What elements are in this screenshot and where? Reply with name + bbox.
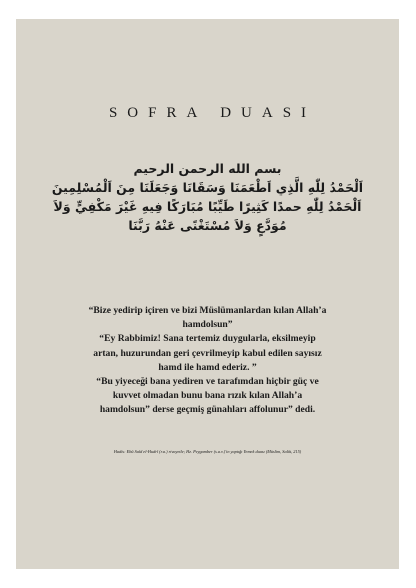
arabic-line: مُوَدَّعٍ وَلاَ مُسْتَغْنًى عَنْهُ رَبَّنَا <box>128 218 287 233</box>
translation-line: “Ey Rabbimiz! Sana tertemiz duygularla, eksilmeyip <box>99 333 316 345</box>
arabic-line: اَلْحَمْدُ لِلّٰهِ حمدًا كَثِيرًا طَيِّبًا مُبَارَكًا فِيهِ غَيْرَ مَكْفِيٍّ وَلاَ <box>53 199 362 214</box>
arabic-line-basmala: بسم الله الرحمن الرحيم <box>133 161 282 176</box>
arabic-prayer <box>34 159 381 235</box>
translation-line: hamdolsun” <box>182 319 233 331</box>
translation-line: “Bu yiyeceği bana yediren ve tarafımdan hiçbir güç ve <box>96 376 319 388</box>
translation-line: hamd ile hamd ederiz. ” <box>158 361 257 373</box>
arabic-line: اَلْحَمْدُ لِلّٰهِ الَّذِي اَطْعَمَنَا وَسَقَانَا وَجَعَلَنَا مِنَ اَلْمُسْلِمِينَ <box>51 180 364 195</box>
page-title: SOFRA DUASI <box>108 105 317 121</box>
translation-line: artan, huzurundan geri çevrilmeyip kabul edilen sayısız <box>93 347 322 359</box>
translation-line: hamdolsun” derse geçmiş günahları affolunur” dedi. <box>99 404 316 416</box>
translation-line: “Bize yedirip içiren ve bizi Müslümanlardan kılan Allah’a <box>88 305 327 316</box>
translation-line: kuvvet olmadan bunu bana rızık kılan Allah’a <box>112 390 303 402</box>
hadith-source: Hadis: Ebû Saîd el-Hudrî (r.a.) rivayetle; Hz. Peygamber (s.a.v.)'in yaptığı Yemek duası (Müslim, Salât, 215) <box>113 449 302 454</box>
poster <box>16 19 399 569</box>
turkish-translation <box>38 304 377 418</box>
